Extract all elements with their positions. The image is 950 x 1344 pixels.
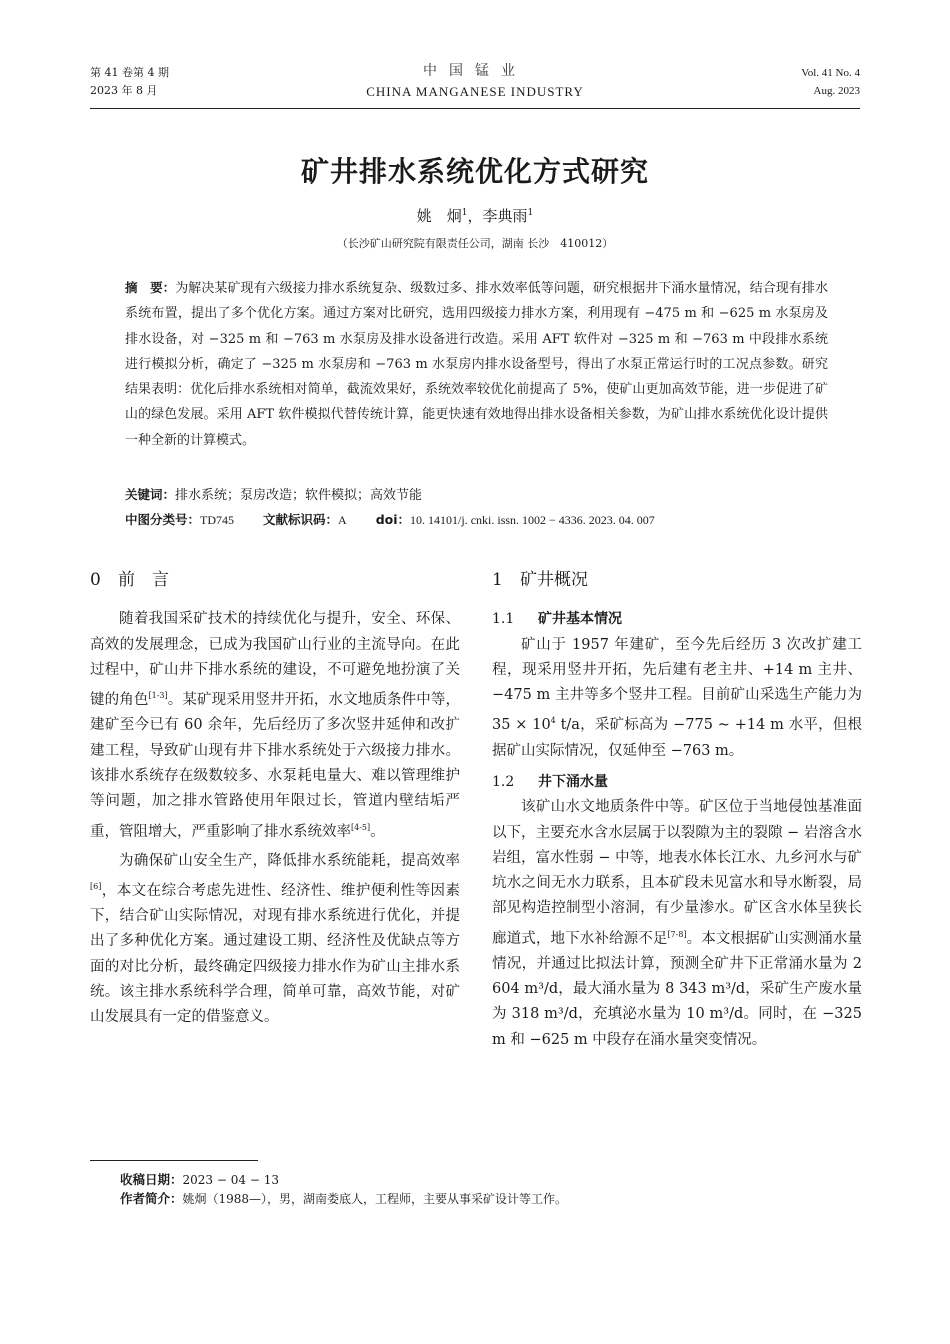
received-label: 收稿日期： — [120, 1172, 183, 1187]
date-cn: 2023 年 8 月 — [90, 84, 158, 97]
issue-en: Vol. 41 No. 4 — [801, 67, 860, 79]
doi-label: doi： — [375, 512, 411, 527]
section-0-heading — [90, 568, 460, 593]
journal-name-cn: 中国锰业 — [423, 63, 527, 79]
author-2-affil: 1 — [527, 208, 534, 218]
author-line — [0, 205, 950, 226]
subsection-1-1-number: 1.1 — [492, 611, 515, 628]
water-inflow-text-b: 。本文根据矿山实测涌水量情况，并通过比拟法计算，预测全矿井下正常涌水量为 2 604 m³/d，最大涌水量为 8 343 m³/d，采矿生产废水量为 318 m³/d，充填泌水量为 10 m³/d。同时，在 −325 m 和 −625 m 中段存在涌水量突变情况。 — [492, 930, 862, 1048]
citation-1-3: [1-3] — [148, 691, 168, 701]
keywords — [125, 484, 422, 503]
intro-p1-text-a: 随着我国采矿技术的持续优化与提升，安全、环保、高效的发展理念，已成为我国矿山行业的主流导向。在此过程中，矿山井下排水系统的建设，不可避免地扮演了关键的角色 — [90, 611, 460, 709]
header-right — [801, 64, 860, 100]
section-0-title: 前 言 — [118, 570, 169, 590]
subsection-1-2-number: 1.2 — [492, 773, 515, 790]
water-inflow-paragraph — [492, 795, 862, 1053]
abstract-text: 为解决某矿现有六级接力排水系统复杂、级数过多、排水效率低等问题，研究根据井下涌水量情况，结合现有排水系统布置，提出了多个优化方案。通过方案对比研究，选用四级接力排水方案，利用现有 −475 m 和 −625 m 水泵房及排水设备，对 −325 m 和 −763 m 水泵房及排水设备进行改造。采用 AFT 软件对 −325 m 和 −763 m 中段排水系统进行模拟分析，确定了 −325 m 水泵房和 −763 m 水泵房内排水设备型号，得出了水泵正常运行时的工况点参数。研究结果表明：优化后排水系统相对简单，截流效果好，系统效率较优化前提高了 5%，使矿山更加高效节能，进一步促进了矿山的绿色发展。采用 AFT 软件模拟代替传统计算，能更快速有效地得出排水设备相关参数，为矿山排水系统优化设计提供一种全新的计算模式。 — [125, 281, 828, 448]
intro-p2-text-b: ，本文在综合考虑先进性、经济性、维护便利性等因素下，结合矿山实际情况，对现有排水系统进行优化，并提出了多种优化方案。通过建设工期、经济性及优缺点等方面的对比分析，最终确定四级接力排水作为矿山主排水系统。该主排水系统科学合理，简单可靠，高效节能，对矿山发展具有一定的借鉴意义。 — [90, 882, 460, 1026]
subsection-1-1-heading — [492, 607, 862, 632]
header-rule — [90, 108, 860, 109]
paper-title: 矿井排水系统优化方式研究 — [300, 155, 649, 188]
section-0-number: 0 — [90, 570, 101, 590]
exponent: 4 — [550, 716, 556, 726]
intro-paragraph-2 — [90, 849, 460, 1031]
author-1-affil: 1 — [461, 208, 468, 218]
journal-name-en: CHINA MANGANESE INDUSTRY — [366, 84, 584, 99]
section-1-number: 1 — [492, 570, 503, 590]
author-separator: ， — [467, 207, 483, 225]
mine-basic-paragraph — [492, 633, 862, 764]
received-value: 2023 − 04 − 13 — [182, 1173, 279, 1187]
author-2: 李典雨 — [482, 207, 528, 225]
classification-line — [125, 510, 681, 528]
intro-p2-text-a: 为确保矿山安全生产，降低排水系统能耗，提高效率 — [119, 852, 460, 869]
issue-cn: 第 41 卷第 4 期 — [90, 66, 169, 79]
intro-paragraph-1 — [90, 607, 460, 844]
citation-7-8: [7-8] — [667, 929, 687, 939]
mine-basic-text-b: t/a，采矿标高为 −775 ~ +14 m 水平，但根据矿山实际情况，仅延伸至 −763 m。 — [492, 717, 862, 759]
subsection-1-2-title: 井下涌水量 — [538, 773, 608, 790]
affiliation: （长沙矿山研究院有限责任公司，湖南 长沙 410012） — [336, 237, 614, 250]
citation-4-5: [4-5] — [351, 822, 371, 832]
section-1-heading — [492, 568, 862, 593]
subsection-1-1-title: 矿井基本情况 — [538, 611, 622, 628]
left-column — [90, 568, 460, 1031]
intro-p1-text-b: 。某矿现采用竖井开拓，水文地质条件中等，建矿至今已有 60 余年，先后经历了多次竖井延伸和改扩建工程，导致矿山现有井下排水系统处于六级接力排水。该排水系统存在级数较多、水泵耗电量大、难以管理维护等问题，加之排水管路使用年限过长，管道内壁结垢严重，管阻增大，严重影响了排水系统效率 — [90, 692, 461, 840]
author-1: 姚 炯 — [416, 207, 462, 225]
clc-label: 中图分类号： — [125, 512, 201, 527]
footnote-received — [120, 1170, 279, 1188]
intro-p1-text-c: 。 — [370, 823, 385, 840]
citation-6: [6] — [90, 881, 102, 891]
abstract — [125, 275, 828, 453]
doc-code-label: 文献标识码： — [263, 512, 339, 527]
section-1-title: 矿井概况 — [520, 570, 588, 590]
keywords-text: 排水系统；泵房改造；软件模拟；高效节能 — [175, 488, 423, 503]
footnote-rule — [90, 1160, 258, 1161]
footnote-author-bio — [120, 1189, 567, 1207]
doc-code-value: A — [338, 513, 347, 527]
keywords-label: 关键词： — [125, 487, 176, 502]
date-en: Aug. 2023 — [813, 85, 860, 97]
mine-basic-text-a: 矿山于 1957 年建矿，至今先后经历 3 次改扩建工程，现采用竖井开拓，先后建有老主井、+14 m 主井、−475 m 主井等多个竖井工程。目前矿山采选生产能力为 35 × 10 — [492, 636, 862, 734]
right-column — [492, 568, 862, 1053]
author-bio-label: 作者简介： — [120, 1191, 183, 1206]
doi-value: 10. 14101/j. cnki. issn. 1002 − 4336. 2023. 04. 007 — [410, 513, 655, 527]
water-inflow-text-a: 该矿山水文地质条件中等。矿区位于当地侵蚀基准面以下，主要充水含水层属于以裂隙为主的裂隙 − 岩溶含水岩组，富水性弱 − 中等，地表水体长江水、九乡河水与矿坑水之间无水力联系，且本矿段未见富水和导水断裂，局部见构造控制型小溶洞，有少量渗水。矿区含水体呈狭长廊道式，地下水补给源不足 — [492, 799, 862, 947]
subsection-1-2-heading — [492, 770, 862, 795]
clc-value: TD745 — [200, 513, 235, 527]
abstract-label: 摘 要： — [125, 280, 176, 295]
author-bio-value: 姚炯（1988—），男，湖南娄底人，工程师，主要从事采矿设计等工作。 — [182, 1192, 568, 1206]
